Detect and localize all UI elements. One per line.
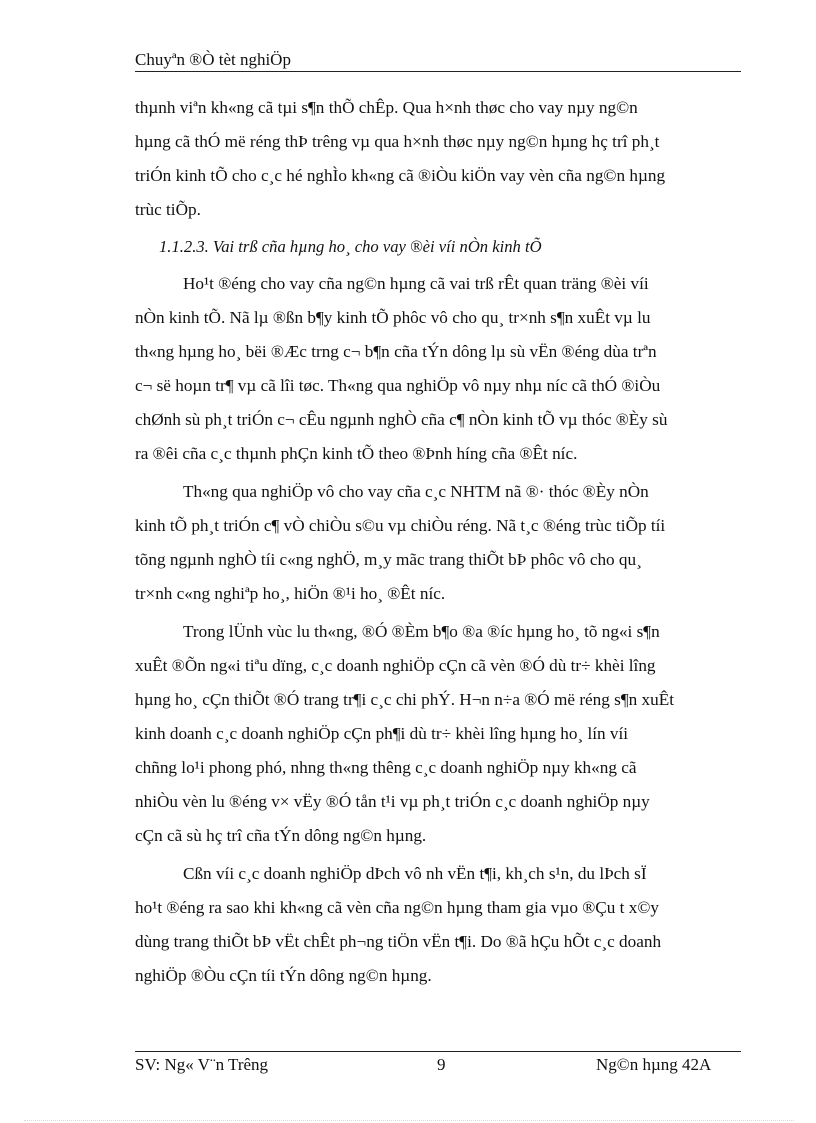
text-line: Th«ng qua nghiÖp vô cho vay cña c¸c NHTM nã ®· thóc ®Èy nÒn (183, 482, 649, 501)
text-line: Cßn víi c¸c doanh nghiÖp dÞch vô nh vËn t¶i, kh¸ch s¹n, du lÞch sÏ (183, 864, 647, 883)
text-line: ho¹t ®éng ra sao khi kh«ng cã vèn cña ng©n hµng tham gia vµo ®Çu t x©y (135, 898, 659, 917)
text-line: c¬ së hoµn tr¶ vµ cã lîi tøc. Th«ng qua nghiÖp vô nµy nhµ níc cã thÓ ®iÒu (135, 376, 661, 395)
text-line: dùng trang thiÕt bÞ vËt chÊt ph¬ng tiÖn vËn t¶i. Do ®ã hÇu hÕt c¸c doanh (135, 932, 662, 951)
text-line: nhiÒu vèn lu ®éng v× vËy ®Ó tån t¹i vµ ph¸t triÓn c¸c doanh nghiÖp nµy (135, 792, 650, 811)
text-line: th«ng hµng ho¸ bëi ®Æc trng c¬ b¶n cña tÝn dông lµ sù vËn ®éng dùa trªn (135, 342, 657, 361)
page-edge-divider (24, 1120, 794, 1121)
text-line: kinh tÕ ph¸t triÓn c¶ vÒ chiÒu s©u vµ chiÒu réng. Nã t¸c ®éng trùc tiÕp tíi (135, 516, 666, 535)
footer-divider (135, 1051, 741, 1052)
section-heading: 1.1.2.3. Vai trß cña hµng ho¸ cho vay ®èi víi nÒn kinh tÕ (159, 237, 542, 256)
text-line: chñng lo¹i phong phó, nhng th«ng thêng c¸c doanh nghiÖp nµy kh«ng cã (135, 758, 637, 777)
header-divider (135, 71, 741, 72)
text-line: triÓn kinh tÕ cho c¸c hé nghÌo kh«ng cã ®iÒu kiÖn vay vèn cña ng©n hµng (135, 166, 666, 185)
body-text (135, 91, 740, 993)
text-line: trùc tiÕp. (135, 200, 201, 219)
footer-student-name: SV: Ng« V¨n Trêng (135, 1055, 269, 1074)
text-line: nghiÖp ®Òu cÇn tíi tÝn dông ng©n hµng. (135, 966, 432, 985)
text-line: tõng ngµnh nghÒ tíi c«ng nghÖ, m¸y mãc trang thiÕt bÞ phôc vô cho qu¸ (135, 550, 642, 569)
text-line: hµng ho¸ cÇn thiÕt ®Ó trang tr¶i c¸c chi phÝ. H¬n n÷a ®Ó më réng s¶n xuÊt (135, 690, 674, 709)
text-line: Trong lÜnh vùc lu th«ng, ®Ó ®Èm b¶o ®a ®íc hµng ho¸ tõ ng«i s¶n (183, 622, 660, 641)
text-line: Ho¹t ®éng cho vay cña ng©n hµng cã vai trß rÊt quan träng ®èi víi (183, 274, 649, 293)
text-line: chØnh sù ph¸t triÓn c¬ cÊu ngµnh nghÒ cña c¶ nÒn kinh tÕ vµ thóc ®Èy sù (135, 410, 668, 429)
page-number: 9 (437, 1055, 446, 1074)
text-line: nÒn kinh tÕ. Nã lµ ®ßn b¶y kinh tÕ phôc vô cho qu¸ tr×nh s¶n xuÊt vµ lu (135, 308, 651, 327)
text-line: hµng cã thÓ më réng thÞ trêng vµ qua h×nh thøc nµy ng©n hµng hç trî ph¸t (135, 132, 660, 151)
text-line: xuÊt ®Õn ng«i tiªu dïng, c¸c doanh nghiÖp cÇn cã vèn ®Ó dù tr÷ khèi lîng (135, 656, 656, 675)
text-line: cÇn cã sù hç trî cña tÝn dông ng©n hµng. (135, 826, 427, 845)
footer-class-name: Ng©n hµng 42A (596, 1055, 712, 1074)
text-line: kinh doanh c¸c doanh nghiÖp cÇn ph¶i dù tr÷ khèi lîng hµng ho¸ lín víi (135, 724, 629, 743)
text-line: thµnh viªn kh«ng cã tµi s¶n thÕ chÊp. Qua h×nh thøc cho vay nµy ng©n (135, 98, 638, 117)
text-line: tr×nh c«ng nghiªp ho¸, hiÖn ®¹i ho¸ ®Êt níc. (135, 584, 446, 603)
text-line: ra ®êi cña c¸c thµnh phÇn kinh tÕ theo ®Þnh híng cña ®Êt níc. (135, 444, 578, 463)
header-title: Chuyªn ®Ò tèt nghiÖp (135, 50, 291, 69)
